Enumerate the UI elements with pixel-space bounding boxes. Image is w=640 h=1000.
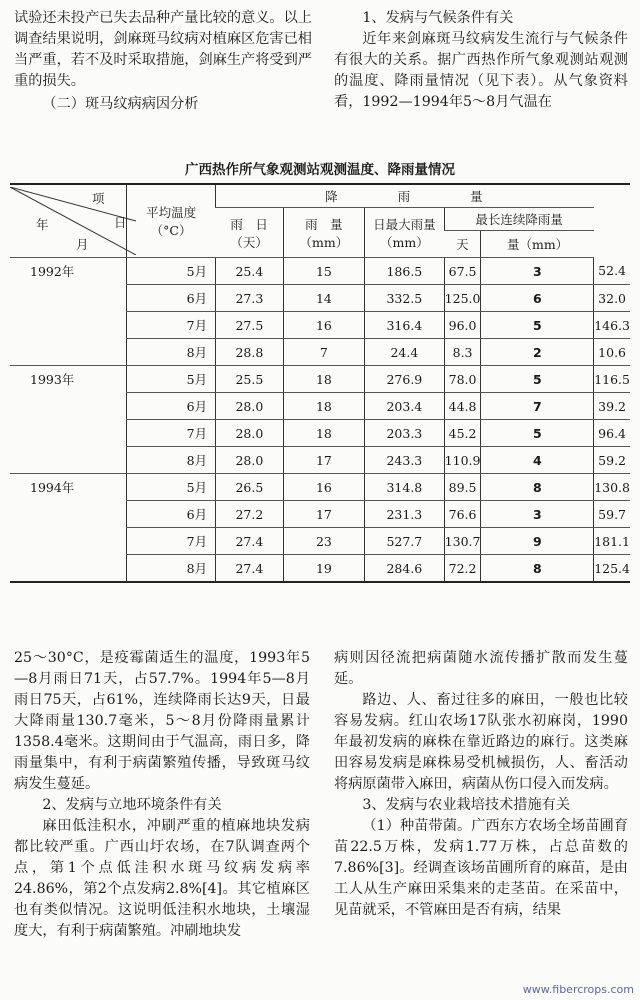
amount-cell: 527.7 — [365, 528, 445, 555]
year-cell — [10, 528, 127, 555]
camount-cell: 59.2 — [594, 447, 630, 474]
year-cell — [10, 420, 127, 447]
amount-cell: 284.6 — [365, 555, 445, 583]
temp-cell: 27.2 — [216, 501, 284, 528]
amount-cell: 243.3 — [365, 447, 445, 474]
month-cell: 7月 — [127, 420, 216, 447]
month-cell: 5月 — [127, 474, 216, 501]
watermark: www.fibercrops.com — [522, 983, 634, 996]
temp-cell: 25.5 — [216, 366, 284, 393]
raindays-cell: 16 — [283, 312, 364, 339]
table-row — [10, 393, 630, 420]
daymax-cell: 125.0 — [444, 285, 481, 312]
corner-label-year: 年 — [36, 217, 49, 232]
corner-label-day: 日 — [114, 215, 127, 230]
daymax-label: 日最大雨量 — [373, 216, 436, 232]
raindays-cell: 7 — [283, 339, 364, 366]
table-row — [10, 312, 630, 339]
paragraph: 麻田低洼积水，冲刷严重的植麻地块发病都比较严重。广西山圩农场，在7队调查两个点，第1个点低洼积水斑马纹病发病率24.86%，第2个点发病2.8%[4]。其它植麻区也有类似情况。这说明低洼积水地块，土壤湿度大，有利于病菌繁殖。冲刷地块发 — [14, 818, 310, 939]
camount-cell: 116.5 — [594, 366, 630, 393]
amount-cell: 332.5 — [365, 285, 445, 312]
cdays-cell: 8 — [481, 474, 594, 501]
month-cell: 8月 — [127, 447, 216, 474]
raindays-cell: 14 — [283, 285, 364, 312]
camount-cell: 10.6 — [594, 339, 630, 366]
section-heading: （二）斑马纹病病因分析 — [42, 96, 199, 112]
year-cell — [10, 285, 127, 312]
daymax-unit: （mm） — [380, 234, 429, 250]
camount-cell: 32.0 — [594, 285, 630, 312]
month-cell: 8月 — [127, 555, 216, 583]
cdays-cell: 3 — [481, 501, 594, 528]
year-cell — [10, 312, 127, 339]
paragraph: 25～30°C，是疫霉菌适生的温度，1993年5—8月雨日71天，占57.7%。1994年5—8月雨日75天，占61%，连续降雨长达9天，日最大降雨量130.7毫米，5～8月份降雨量累计1358.4毫米。这期间由于气温高，雨日多，降雨量集中，有利于病菌繁殖传播，导致斑马纹病发生蔓延。 — [14, 650, 310, 792]
table-row — [10, 501, 630, 528]
weather-table — [10, 183, 630, 583]
year-cell — [10, 393, 127, 420]
temp-cell: 27.4 — [216, 528, 284, 555]
cdays-cell: 5 — [481, 366, 594, 393]
raindays-cell: 18 — [283, 393, 364, 420]
section-heading: 3、发病与农业栽培技术措施有关 — [362, 797, 571, 813]
table-row — [10, 258, 630, 285]
daymax-cell: 76.6 — [444, 501, 481, 528]
camount-cell: 39.2 — [594, 393, 630, 420]
amount-cell: 203.4 — [365, 393, 445, 420]
temp-header — [127, 184, 216, 258]
temp-cell: 26.5 — [216, 474, 284, 501]
table-header-row — [10, 184, 630, 208]
temp-cell: 27.4 — [216, 555, 284, 583]
amount-cell: 316.4 — [365, 312, 445, 339]
month-cell: 8月 — [127, 339, 216, 366]
camount-cell: 125.4 — [594, 555, 630, 583]
daymax-cell: 89.5 — [444, 474, 481, 501]
raindays-cell: 16 — [283, 474, 364, 501]
temp-header-unit: （°C） — [150, 223, 192, 238]
cdays-cell: 4 — [481, 447, 594, 474]
cdays-cell: 2 — [481, 339, 594, 366]
amount-unit: （mm） — [299, 234, 349, 250]
month-cell: 6月 — [127, 285, 216, 312]
cdays-cell: 6 — [481, 285, 594, 312]
cdays-cell: 8 — [481, 555, 594, 583]
temp-header-label: 平均温度 — [146, 205, 197, 220]
section-heading: 1、发病与气候条件有关 — [362, 10, 514, 26]
temp-cell: 28.0 — [216, 393, 284, 420]
daymax-cell: 110.9 — [444, 447, 481, 474]
year-cell — [10, 555, 127, 583]
amount-cell: 186.5 — [365, 258, 445, 285]
table-row — [10, 420, 630, 447]
paragraph: 路边、人、畜过往多的麻田，一般也比较容易发病。红山农场17队张水初麻岗，1990年最初发病的麻株在靠近路边的麻行。这类麻田容易发病是麻株易受机械损伤，人、畜活动将病原菌带入麻田，病菌从伤口侵入而发病。 — [334, 692, 628, 792]
camount-cell: 146.3 — [594, 312, 630, 339]
year-cell — [10, 339, 127, 366]
table-caption: 广西热作所气象观测站观测温度、降雨量情况 — [185, 162, 455, 178]
raindays-cell: 23 — [283, 528, 364, 555]
raindays-cell: 19 — [283, 555, 364, 583]
cdays-cell: 5 — [481, 312, 594, 339]
daymax-cell: 8.3 — [444, 339, 481, 366]
corner-label-item: 项 — [92, 191, 105, 206]
table-row — [10, 447, 630, 474]
cdays-cell: 5 — [481, 420, 594, 447]
top-right-column — [334, 8, 628, 113]
bottom-left-column — [14, 648, 310, 942]
table-row — [10, 285, 630, 312]
longest-header: 最长连续降雨量 — [444, 208, 594, 231]
year-cell: 1992年 — [30, 264, 75, 280]
month-cell: 6月 — [127, 501, 216, 528]
temp-cell: 27.5 — [216, 312, 284, 339]
rain-header: 降 雨 量 — [216, 184, 594, 208]
table-row — [10, 528, 630, 555]
temp-cell: 28.0 — [216, 447, 284, 474]
paragraph: 近年来剑麻斑马纹病发生流行与气候条件有很大的关系。据广西热作所气象观测站观测的温度、降雨量情况（见下表）。从气象资料看，1992—1994年5～8月气温在 — [334, 31, 628, 110]
corner-cell — [10, 184, 127, 258]
cdays-cell: 7 — [481, 393, 594, 420]
month-cell: 7月 — [127, 528, 216, 555]
daymax-header — [365, 208, 445, 258]
year-cell: 1994年 — [30, 480, 75, 496]
paragraph: 试验还未投产已失去品种产量比较的意义。以上调查结果说明，剑麻斑马纹病对植麻区危害已相当严重，若不及时采取措施，剑麻生产将受到严重的损失。 — [14, 10, 312, 89]
paragraph: 病则因径流把病菌随水流传播扩散而发生蔓延。 — [334, 650, 628, 687]
temp-cell: 28.0 — [216, 420, 284, 447]
year-cell: 1993年 — [30, 372, 75, 388]
temp-cell: 28.8 — [216, 339, 284, 366]
daymax-cell: 130.7 — [444, 528, 481, 555]
temp-cell: 27.3 — [216, 285, 284, 312]
amount-cell: 24.4 — [365, 339, 445, 366]
raindays-cell: 18 — [283, 420, 364, 447]
corner-label-month: 月 — [76, 237, 89, 252]
section-heading: 2、发病与立地环境条件有关 — [42, 797, 222, 813]
raindays-unit: （天） — [230, 234, 268, 250]
cdays-cell: 9 — [481, 528, 594, 555]
camount-cell: 130.8 — [594, 474, 630, 501]
year-cell — [10, 501, 127, 528]
camount-cell: 181.1 — [594, 528, 630, 555]
table-row — [10, 366, 630, 393]
month-cell: 5月 — [127, 366, 216, 393]
raindays-cell: 15 — [283, 258, 364, 285]
amount-cell: 203.3 — [365, 420, 445, 447]
table-row — [10, 339, 630, 366]
camount-cell: 96.4 — [594, 420, 630, 447]
top-left-column — [14, 8, 312, 115]
bottom-right-column — [334, 648, 628, 921]
camount-cell: 52.4 — [594, 258, 630, 285]
camount-header: 量（mm） — [481, 231, 594, 258]
temp-cell: 25.4 — [216, 258, 284, 285]
raindays-cell: 17 — [283, 447, 364, 474]
amount-cell: 231.3 — [365, 501, 445, 528]
daymax-cell: 45.2 — [444, 420, 481, 447]
cdays-header: 天 — [444, 231, 481, 258]
camount-cell: 59.7 — [594, 501, 630, 528]
amount-cell: 276.9 — [365, 366, 445, 393]
table-row — [10, 474, 630, 501]
paragraph: （1）种苗带菌。广西东方农场全场苗圃育苗22.5万株，发病1.77万株，占总苗数的7.86%[3]。经调查该场苗圃所育的麻苗，是由工人从生产麻田采集来的走茎苗。在采苗中，见苗就采，不管麻田是否有病，结果 — [334, 818, 628, 918]
month-cell: 6月 — [127, 393, 216, 420]
raindays-label: 雨 日 — [230, 216, 268, 232]
table-row — [10, 555, 630, 583]
amount-label: 雨 量 — [305, 216, 343, 232]
daymax-cell: 44.8 — [444, 393, 481, 420]
daymax-cell: 67.5 — [444, 258, 481, 285]
raindays-cell: 17 — [283, 501, 364, 528]
amount-header — [283, 208, 364, 258]
raindays-header — [216, 208, 284, 258]
amount-cell: 314.8 — [365, 474, 445, 501]
year-cell — [10, 447, 127, 474]
cdays-cell: 3 — [481, 258, 594, 285]
daymax-cell: 72.2 — [444, 555, 481, 583]
raindays-cell: 18 — [283, 366, 364, 393]
daymax-cell: 78.0 — [444, 366, 481, 393]
month-cell: 5月 — [127, 258, 216, 285]
daymax-cell: 96.0 — [444, 312, 481, 339]
month-cell: 7月 — [127, 312, 216, 339]
